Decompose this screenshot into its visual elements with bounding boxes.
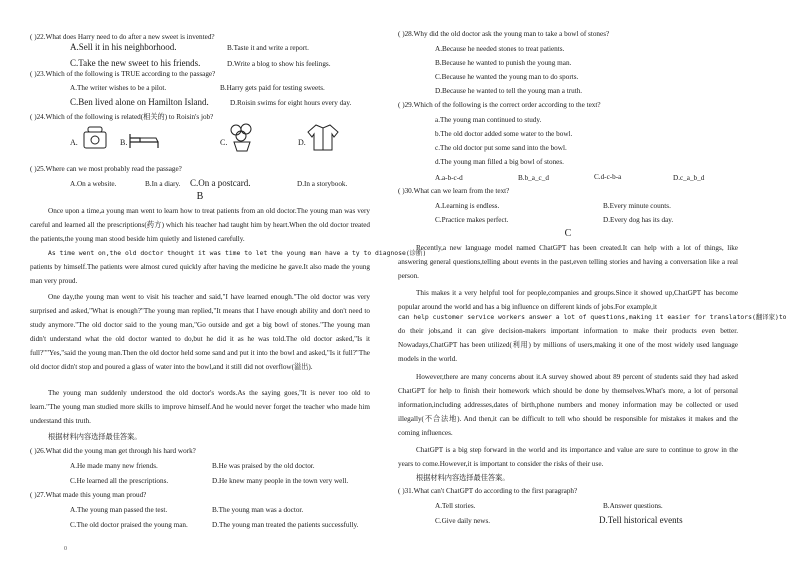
q25-stem: ( )25.Where can we most probably read the passage? <box>30 165 182 173</box>
passage-c-paragraph-1: Recently,a new language model named ChatGPT has been created.It can help with a lot of things, like answering general questions,telling about events in the past,even telling stories and having a conversation like a real person. <box>398 244 738 280</box>
q31-option-d: D.Tell historical events <box>599 515 683 525</box>
passage-c-paragraph-2-cont: do their jobs,and it can give decision-makers important information to make their products even better. Nowadays,ChatGPT has been utilized(利用) by millions of users,making it one of the most widely used language models in the world. <box>398 327 738 363</box>
q27-option-b: B.The young man was a doctor. <box>212 506 304 514</box>
passage-b-paragraph-4: The young man suddenly understood the old doctor's words.As the saying goes,"It is never too old to learn."The young man studied more skills to improve himself.And he would never forget the teacher who made him understand this truth. <box>30 389 370 425</box>
q27-stem: ( )27.What made this young man proud? <box>30 491 147 499</box>
q28-option-c: C.Because he wanted the young man to do sports. <box>435 73 579 81</box>
q22-stem: ( )22.What does Harry need to do after a new sweet is invented? <box>30 33 215 41</box>
q29-option-d: D.c_a_b_d <box>673 174 705 182</box>
section-b-heading: B <box>196 191 204 202</box>
q28-option-b: B.Because he wanted to punish the young man. <box>435 59 572 67</box>
q31-option-c: C.Give daily news. <box>435 517 491 525</box>
q30-stem: ( )30.What can we learn from the text? <box>398 187 510 195</box>
passage-b-paragraph-2-line-1: As time went on,the old doctor thought it was time to let the young man have a ty to diagnose(诊断) <box>48 249 427 257</box>
q23-option-b: B.Harry gets paid for testing sweets. <box>220 84 325 92</box>
q29-option-c: C.d-c-b-a <box>594 173 622 181</box>
q23-stem: ( )23.Which of the following is TRUE according to the passage? <box>30 70 216 78</box>
q22-option-c: C.Take the new sweet to his friends. <box>70 58 201 68</box>
q24-stem: ( )24.Which of the following is related(相关的) to Roisin's job? <box>30 113 214 121</box>
instructions-c: 根据材料内容选择最佳答案。 <box>416 474 510 482</box>
q26-option-c: C.He learned all the prescriptions. <box>70 477 169 485</box>
phone-icon <box>80 126 110 150</box>
bed-icon <box>128 128 160 150</box>
q23-option-d: D.Roisin swims for eight hours every day. <box>230 99 352 107</box>
q31-option-a: A.Tell stories. <box>435 502 476 510</box>
q30-option-d: D.Every dog has its day. <box>603 216 674 224</box>
q30-option-c: C.Practice makes perfect. <box>435 216 509 224</box>
q28-option-a: A.Because he needed stones to treat patients. <box>435 45 565 53</box>
q29-statement-b: b.The old doctor added some water to the bowl. <box>435 130 573 138</box>
q24-option-a: A. <box>70 138 78 147</box>
passage-c-paragraph-2-line-3: can help customer service workers answer a lot of questions,making it easier for translators(翻译家)to <box>398 313 787 321</box>
q25-option-d: D.In a storybook. <box>297 180 348 188</box>
q29-option-b: B.b_a_c_d <box>518 174 549 182</box>
passage-b-paragraph-2: patients by himself.The patients were almost cured quickly after having the medicine he gave.It also made the young man very proud. <box>30 263 370 285</box>
q26-stem: ( )26.What did the young man get through his hard work? <box>30 447 196 455</box>
q30-option-a: A.Learning is endless. <box>435 202 500 210</box>
q29-statement-c: c.The old doctor put some sand into the bowl. <box>435 144 567 152</box>
jacket-icon <box>306 122 340 152</box>
q27-option-c: C.The old doctor praised the young man. <box>70 521 188 529</box>
q29-option-a: A.a-b-c-d <box>435 174 463 182</box>
q24-option-b: B. <box>120 138 128 147</box>
q28-stem: ( )28.Why did the old doctor ask the young man to take a bowl of stones? <box>398 30 610 38</box>
q27-option-d: D.The young man treated the patients successfully. <box>212 521 359 529</box>
q28-option-d: D.Because he wanted to tell the young man a truth. <box>435 87 583 95</box>
passage-c-paragraph-2: This makes it a very helpful tool for people,companies and groups.Since it showed up,ChatGPT has become popular around the world and has a big influence on different kinds of jobs.For example,it <box>398 289 738 311</box>
q31-option-b: B.Answer questions. <box>603 502 663 510</box>
q22-option-a: A.Sell it in his neighborhood. <box>70 42 177 52</box>
q25-option-b: B.In a diary. <box>145 180 181 188</box>
q29-stem: ( )29.Which of the following is the correct order according to the text? <box>398 101 601 109</box>
q26-option-b: B.He was praised by the old doctor. <box>212 462 315 470</box>
passage-c-paragraph-4: ChatGPT is a big step forward in the world and its importance and value are sure to continue to grow in the years to come.However,it is important to consider the risks of their use. <box>398 446 738 468</box>
q24-option-c: C. <box>220 138 228 147</box>
q29-statement-d: d.The young man filled a big bowl of stones. <box>435 158 564 166</box>
q25-option-a: A.On a website. <box>70 180 117 188</box>
passage-b-paragraph-3: One day,the young man went to visit his teacher and said,"I have learned enough."The old doctor was very surprised and asked,"What is enough?"The young man replied,"It means that I have enough ability and don't need to study anymore."The old doctor said to the young man,"Go outside and get a big bowl of stones."The young man didn't understand what the old doctor wanted to do,but he did it as he was told.The old doctor asked,"Is it full?""Yes,"said the young man.Then the old doctor held some sand and put it into the bowl and asked,"Is it full?"The old doctor didn't stop and poured a glass of water into the bowl,and it still did not overflow(溢出). <box>30 293 370 371</box>
q29-statement-a: a.The young man continued to study. <box>435 116 542 124</box>
passage-b-paragraph-1: Once upon a time,a young man went to learn how to treat patients from an old doctor.The young man was very careful and learned all the prescriptions(药方) which his teacher had taught him by heart.When the old doctor treated the patients,the young man stood beside him quietly and listened carefully. <box>30 207 370 243</box>
q23-option-a: A.The writer wishes to be a pilot. <box>70 84 167 92</box>
q27-option-a: A.The young man passed the test. <box>70 506 168 514</box>
page-number: 0 <box>64 546 67 552</box>
q22-option-b: B.Taste it and write a report. <box>227 44 309 52</box>
instructions: 根据材料内容选择最佳答案。 <box>48 433 142 441</box>
q25-option-c: C.On a postcard. <box>190 178 251 188</box>
q24-option-d: D. <box>298 138 306 147</box>
section-c-heading: C <box>564 228 572 239</box>
flower-pot-icon <box>226 122 258 152</box>
passage-c-paragraph-3: However,there are many concerns about it.A survey showed about 89 percent of students said they had asked ChatGPT for help to finish their homework which should be done by themselves.What's more, a lot of personal information,including addresses,dates of birth,phone numbers and money information may be collected or used illegally(不合法地). And then,it can be difficult to tell who should be responsible for mistakes it makes and the coming influences. <box>398 373 738 437</box>
q31-stem: ( )31.What can't ChatGPT do according to the first paragraph? <box>398 487 578 495</box>
q22-option-d: D.Write a blog to show his feelings. <box>227 60 331 68</box>
q26-option-a: A.He made many new friends. <box>70 462 158 470</box>
q23-option-c: C.Ben lived alone on Hamilton Island. <box>70 97 209 107</box>
q26-option-d: D.He knew many people in the town very well. <box>212 477 349 485</box>
q30-option-b: B.Every minute counts. <box>603 202 671 210</box>
